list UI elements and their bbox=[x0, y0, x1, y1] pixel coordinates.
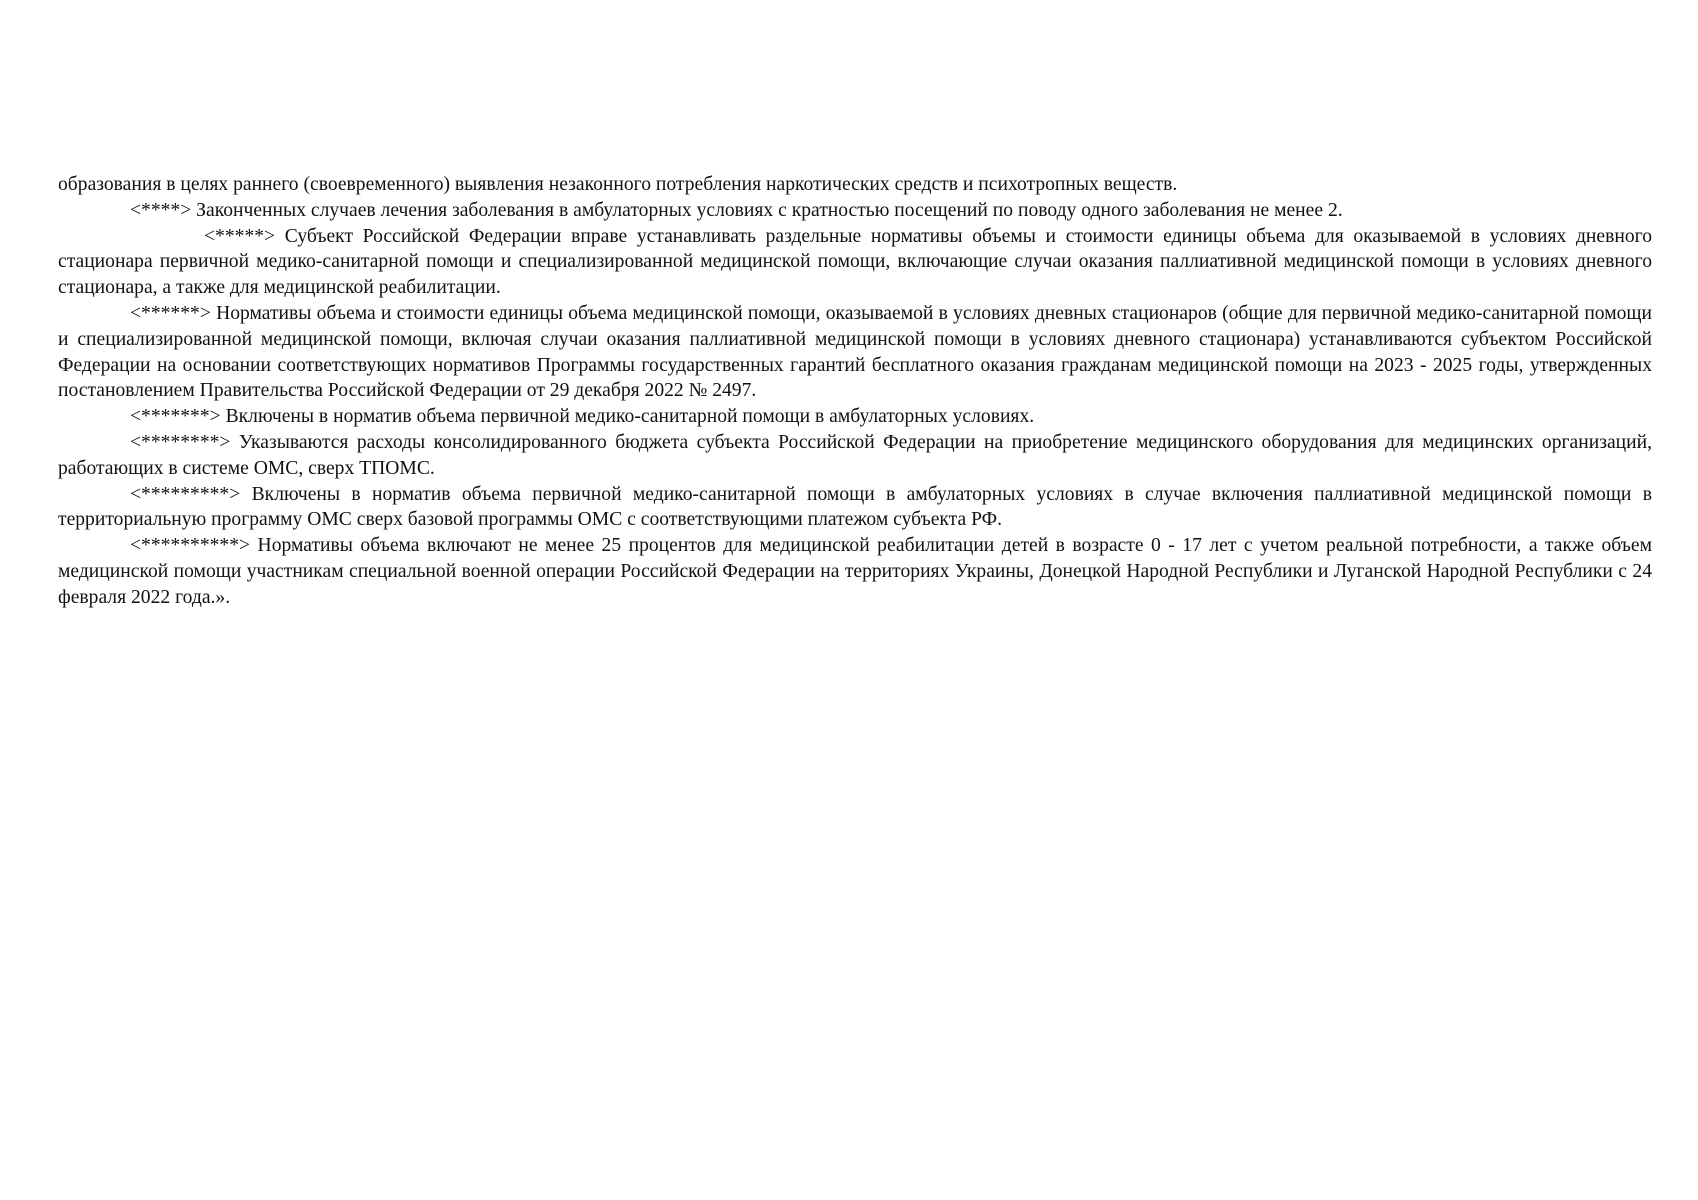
footnote-7: <*******> Включены в норматив объема первичной медико-санитарной помощи в амбулаторных условиях. bbox=[130, 406, 1035, 428]
footnote-8: <********> Указываются расходы консолидированного бюджета субъекта Российской Федерации на приобретение медицинского оборудования для медицинских организаций, работающих в системе ОМС, сверх ТПОМС. bbox=[58, 431, 1652, 479]
document-page bbox=[58, 172, 1652, 611]
footnote-5: <*****> Субъект Российской Федерации вправе устанавливать раздельные нормативы объемы и стоимости единицы объема для оказываемой в условиях дневного стационара первичной медико-санитарной помощи и специализированной медицинской помощи, включающие случаи оказания паллиативной медицинской помощи в условиях дневного стационара, а также для медицинской реабилитации. bbox=[58, 225, 1652, 299]
footnote-10: <**********> Нормативы объема включают не менее 25 процентов для медицинской реабилитации детей в возрасте 0 - 17 лет с учетом реальной потребности, а также объем медицинской помощи участникам специальной военной операции Российской Федерации на территориях Украины, Донецкой Народной Республики и Луганской Народной Республики с 24 февраля 2022 года.». bbox=[58, 535, 1652, 608]
footnote-9: <*********> Включены в норматив объема первичной медико-санитарной помощи в амбулаторных условиях в случае включения паллиативной медицинской помощи в территориальную программу ОМС сверх базовой программы ОМС с соответствующими платежом субъекта РФ. bbox=[58, 483, 1652, 531]
paragraph-continuation: образования в целях раннего (своевременного) выявления незаконного потребления наркотических средств и психотропных веществ. bbox=[58, 174, 1178, 195]
footnote-4: <****> Законченных случаев лечения заболевания в амбулаторных условиях с кратностью посещений по поводу одного заболевания не менее 2. bbox=[130, 199, 1343, 221]
footnote-6: <******> Нормативы объема и стоимости единицы объема медицинской помощи, оказываемой в условиях дневных стационаров (общие для первичной медико-санитарной помощи и специализированной медицинской помощи, включая случаи оказания паллиативной медицинской помощи в условиях дневного стационара) устанавливаются субъектом Российской Федерации на основании соответствующих нормативов Программы государственных гарантий бесплатного оказания гражданам медицинской помощи на 2023 - 2025 годы, утвержденных постановлением Правительства Российской Федерации от 29 декабря 2022 № 2497. bbox=[58, 302, 1652, 402]
